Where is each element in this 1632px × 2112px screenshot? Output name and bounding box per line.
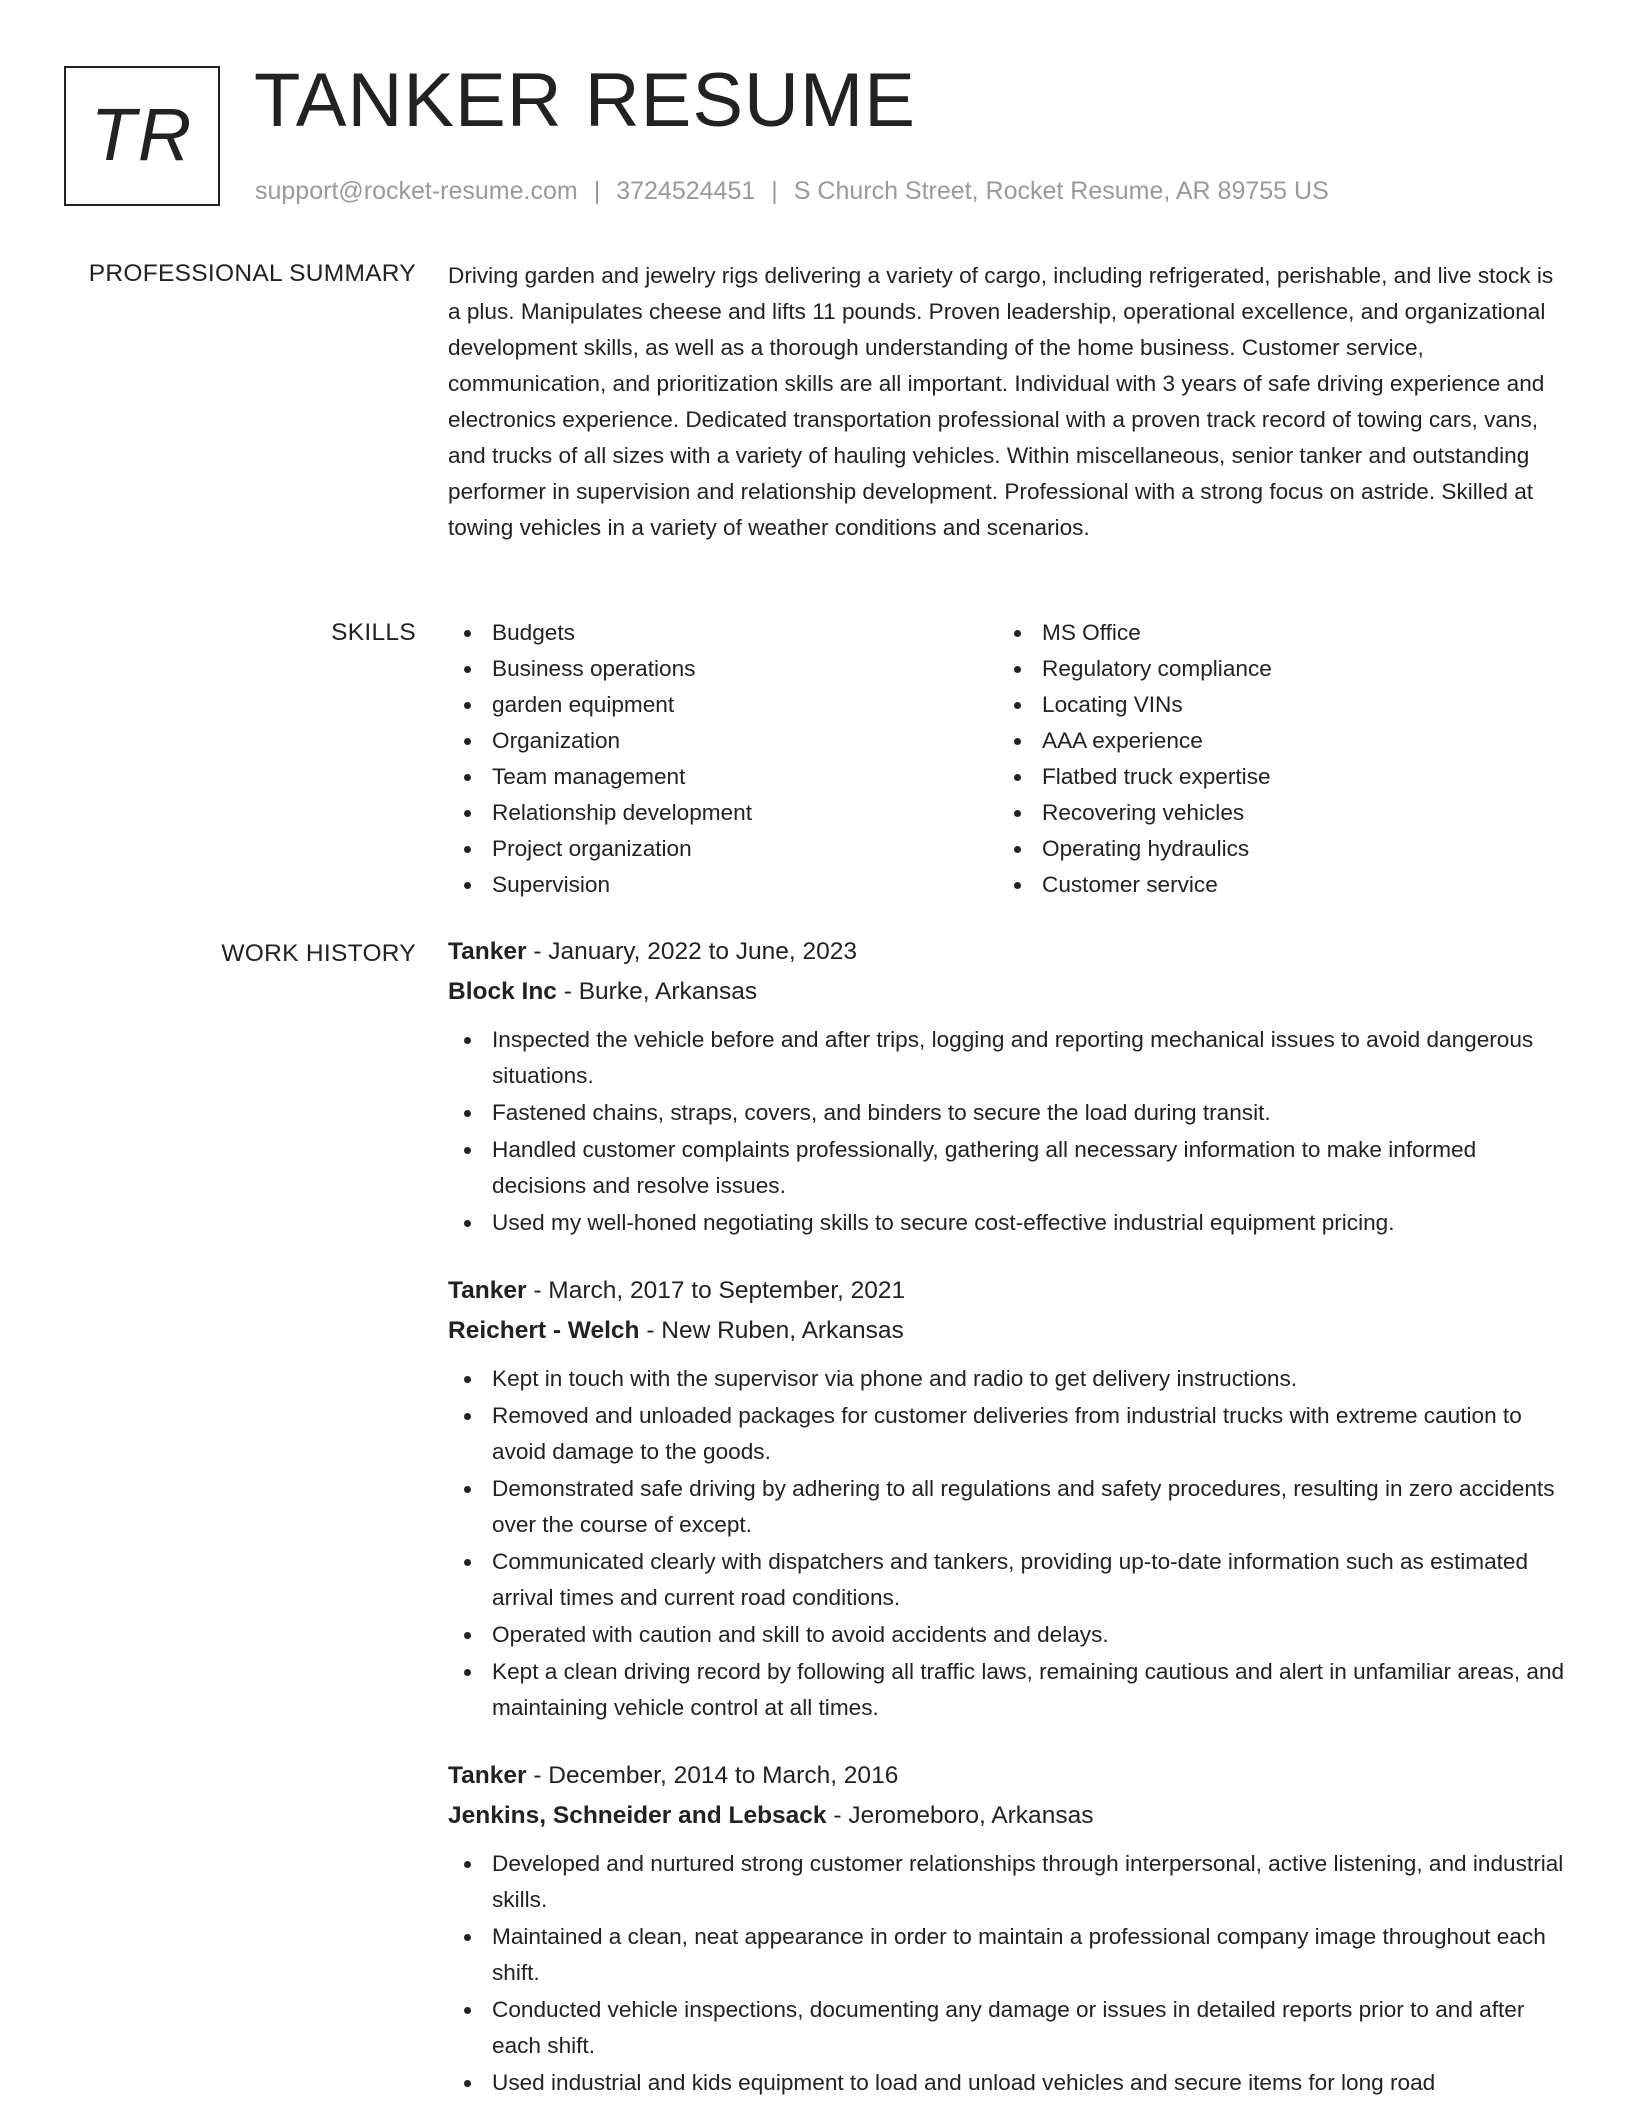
page-title: TANKER RESUME bbox=[254, 58, 916, 143]
job-duty-item: Inspected the vehicle before and after trips, logging and reporting mechanical issues to avoid dangerous situations. bbox=[448, 1022, 1568, 1094]
job-dates: - December, 2014 to March, 2016 bbox=[526, 1762, 899, 1789]
skills-grid bbox=[448, 615, 1568, 903]
skills-list-left bbox=[448, 615, 998, 903]
skill-item: Relationship development bbox=[448, 795, 998, 831]
job-duty-item: Demonstrated safe driving by adhering to all regulations and safety procedures, resulting in zero accidents over the course of except. bbox=[448, 1471, 1568, 1543]
job-title-line bbox=[448, 1756, 1568, 1796]
job-company: Jenkins, Schneider and Lebsack bbox=[448, 1802, 827, 1829]
job-duty-item: Conducted vehicle inspections, documenting any damage or issues in detailed reports prior to and after each shift. bbox=[448, 1992, 1568, 2064]
skill-item: Flatbed truck expertise bbox=[998, 759, 1548, 795]
skills-heading: SKILLS bbox=[331, 619, 416, 646]
job-company: Block Inc bbox=[448, 978, 557, 1005]
summary-text: Driving garden and jewelry rigs delivering a variety of cargo, including refrigerated, perishable, and live stock is a plus. Manipulates cheese and lifts 11 pounds. Proven leadership, operational excellence, and organizational development skills, as well as a thorough understanding of the home business. Customer service, communication, and prioritization skills are all important. Individual with 3 years of safe driving experience and electronics experience. Dedicated transportation professional with a proven track record of towing cars, vans, and trucks of all sizes with a variety of hauling vehicles. Within miscellaneous, senior tanker and outstanding performer in supervision and relationship development. Professional with a strong focus on astride. Skilled at towing vehicles in a variety of weather conditions and scenarios. bbox=[448, 263, 1554, 540]
job-duty-item: Handled customer complaints professionally, gathering all necessary information to make informed decisions and resolve issues. bbox=[448, 1132, 1568, 1204]
contact-address: S Church Street, Rocket Resume, AR 89755 US bbox=[793, 177, 1329, 205]
skill-item: Business operations bbox=[448, 651, 998, 687]
job-title: Tanker bbox=[448, 1762, 527, 1789]
skill-item: Project organization bbox=[448, 831, 998, 867]
skill-item: Organization bbox=[448, 723, 998, 759]
job-duty-item: Kept a clean driving record by following all traffic laws, remaining cautious and alert in unfamiliar areas, and maintaining vehicle control at all times. bbox=[448, 1654, 1568, 1726]
job-duty-item: Fastened chains, straps, covers, and binders to secure the load during transit. bbox=[448, 1095, 1568, 1131]
monogram-badge: TR bbox=[64, 66, 220, 206]
summary-heading: PROFESSIONAL SUMMARY bbox=[88, 260, 416, 287]
skill-item: Operating hydraulics bbox=[998, 831, 1548, 867]
summary-body bbox=[448, 258, 1568, 546]
contact-phone: 3724524451 bbox=[616, 177, 756, 205]
contact-separator: | bbox=[771, 177, 778, 205]
job-duties-list bbox=[448, 1846, 1568, 2101]
job-duty-item: Kept in touch with the supervisor via phone and radio to get delivery instructions. bbox=[448, 1361, 1568, 1397]
job-title: Tanker bbox=[448, 938, 527, 965]
job-company-line bbox=[448, 1311, 1568, 1351]
skill-item: Regulatory compliance bbox=[998, 651, 1548, 687]
work-history-heading: WORK HISTORY bbox=[221, 940, 416, 967]
job-duties-list bbox=[448, 1022, 1568, 1241]
job-duties-list bbox=[448, 1361, 1568, 1726]
job-title: Tanker bbox=[448, 1277, 527, 1304]
job-dates: - March, 2017 to September, 2021 bbox=[526, 1277, 906, 1304]
job-duty-item: Developed and nurtured strong customer relationships through interpersonal, active listening, and industrial skills. bbox=[448, 1846, 1568, 1918]
skill-item: Budgets bbox=[448, 615, 998, 651]
job-location: - Jeromeboro, Arkansas bbox=[826, 1802, 1094, 1829]
job-title-line bbox=[448, 1271, 1568, 1311]
skill-item: garden equipment bbox=[448, 687, 998, 723]
skill-item: Team management bbox=[448, 759, 998, 795]
job-duty-item: Communicated clearly with dispatchers and tankers, providing up-to-date information such as estimated arrival times and current road conditions. bbox=[448, 1544, 1568, 1616]
skill-item: Recovering vehicles bbox=[998, 795, 1548, 831]
job-entry bbox=[448, 1271, 1568, 1726]
skill-item: Customer service bbox=[998, 867, 1548, 903]
job-location: - Burke, Arkansas bbox=[556, 978, 758, 1005]
job-duty-item: Used my well-honed negotiating skills to secure cost-effective industrial equipment pricing. bbox=[448, 1205, 1568, 1241]
job-dates: - January, 2022 to June, 2023 bbox=[526, 938, 858, 965]
skill-item: MS Office bbox=[998, 615, 1548, 651]
job-company-line bbox=[448, 1796, 1568, 1836]
job-company: Reichert - Welch bbox=[448, 1317, 640, 1344]
contact-separator: | bbox=[593, 177, 601, 205]
job-entry bbox=[448, 1756, 1568, 2101]
work-history-body bbox=[448, 932, 1568, 2112]
contact-line bbox=[255, 174, 1329, 208]
job-title-line bbox=[448, 932, 1568, 972]
skill-item: AAA experience bbox=[998, 723, 1548, 759]
job-duty-item: Removed and unloaded packages for customer deliveries from industrial trucks with extreme caution to avoid damage to the goods. bbox=[448, 1398, 1568, 1470]
job-duty-item: Used industrial and kids equipment to load and unload vehicles and secure items for long road bbox=[448, 2065, 1568, 2101]
skill-item: Locating VINs bbox=[998, 687, 1548, 723]
job-duty-item: Maintained a clean, neat appearance in order to maintain a professional company image throughout each shift. bbox=[448, 1919, 1568, 1991]
job-company-line bbox=[448, 972, 1568, 1012]
skill-item: Supervision bbox=[448, 867, 998, 903]
skills-body bbox=[448, 615, 1568, 903]
job-location: - New Ruben, Arkansas bbox=[639, 1317, 904, 1344]
skills-list-right bbox=[998, 615, 1548, 903]
job-entry bbox=[448, 932, 1568, 1241]
contact-email: support@rocket-resume.com bbox=[255, 177, 578, 205]
job-duty-item: Operated with caution and skill to avoid accidents and delays. bbox=[448, 1617, 1568, 1653]
